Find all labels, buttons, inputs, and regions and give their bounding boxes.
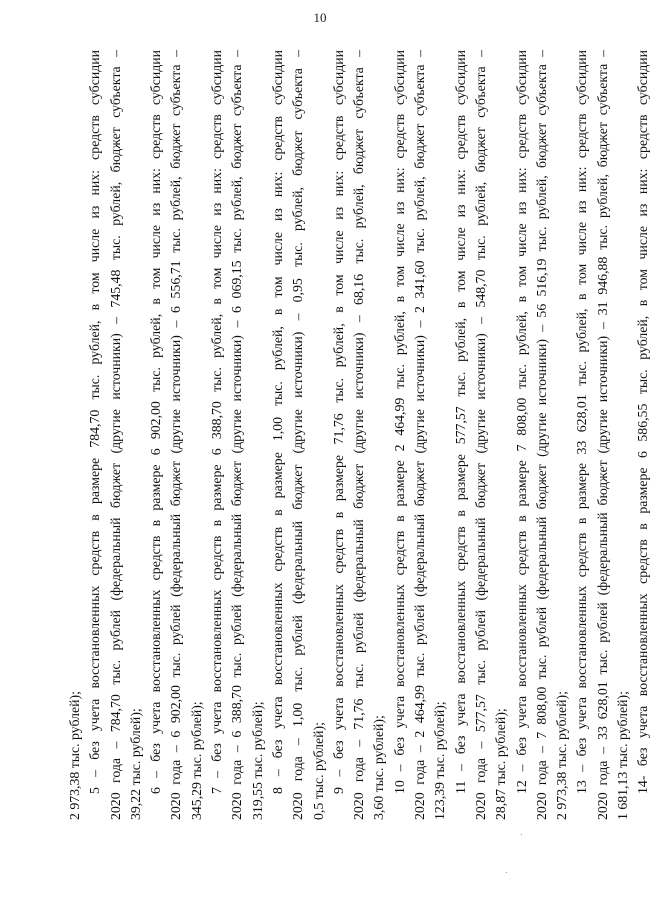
document-body [65, 50, 651, 820]
text-line: 2020 года – 71,76 тыс. рублей (федеральный бюджет (другие источники) – 68,16 тыс. рублей, бюджет субъекта – [351, 50, 367, 820]
text-line: 319,55 тыс. рублей); [249, 701, 265, 820]
text-line: 8 – без учета восстановленных средств в размере 1,00 тыс. рублей, в том числе из них: средств субсидии [269, 50, 285, 794]
scan-speck: · [520, 830, 523, 839]
text-line: 345,29 тыс. рублей); [188, 701, 204, 820]
text-line: 5 – без учета восстановленных средств в размере 784,70 тыс. рублей, в том числе из них: средств субсидии [87, 50, 103, 794]
text-line: 39,22 тыс. рублей); [127, 708, 143, 820]
text-line: 2020 года – 784,70 тыс. рублей (федеральный бюджет (другие источники) – 745,48 тыс. рублей, бюджет субъекта – [107, 50, 123, 820]
text-line: 12 – без учета восстановленных средств в размере 7 808,00 тыс. рублей, в том числе из них: средств субсидии [513, 50, 529, 794]
text-line: 123,39 тыс. рублей); [432, 701, 448, 820]
text-line: 2020 года – 6 388,70 тыс. рублей (федеральный бюджет (другие источники) – 6 069,15 тыс. рублей, бюджет субъекта – [229, 50, 245, 820]
text-line: 2020 года – 33 628,01 тыс. рублей (федеральный бюджет (другие источники) – 31 946,88 тыс. рублей, бюджет субъекта – [594, 50, 610, 820]
text-line: 2020 года – 1,00 тыс. рублей (федеральный бюджет (другие источники) – 0,95 тыс. рублей, бюджет субъекта – [290, 50, 306, 820]
text-line: 2 973,38 тыс. рублей); [67, 691, 82, 820]
text-line: 9 – без учета восстановленных средств в размере 71,76 тыс. рублей, в том числе из них: средств субсидии [330, 50, 346, 794]
text-line: 2020 года – 2 464,99 тыс. рублей (федеральный бюджет (другие источники) – 2 341,60 тыс. рублей, бюджет субъекта – [412, 50, 428, 820]
text-line: 2 973,38 тыс. рублей); [554, 691, 570, 820]
scan-speck: · [505, 868, 508, 877]
text-line: 28,87 тыс. рублей); [493, 708, 509, 820]
text-line: 1 681,13 тыс. рублей); [615, 691, 631, 820]
text-line: 2020 года – 7 808,00 тыс. рублей (федеральный бюджет (другие источники) – 56 516,19 тыс. рублей, бюджет субъекта – [533, 50, 549, 820]
text-line: 6 – без учета восстановленных средств в размере 6 902,00 тыс. рублей, в том числе из них: средств субсидии [148, 50, 164, 794]
text-line: 14- без учета восстановленных средств в размере 6 586,55 тыс. рублей, в том числе из них: средств субсидии [635, 50, 651, 794]
text-line: 13 – без учета восстановленных средств в размере 33 628,01 тыс. рублей, в том числе из них: средств субсидии [574, 50, 590, 794]
text-line: 11 – без учета восстановленных средств в размере 577,57 тыс. рублей, в том числе из них: средств субсидии [452, 50, 468, 794]
text-line: 2020 года – 6 902,00 тыс. рублей (федеральный бюджет (другие источники) – 6 556,71 тыс. рублей, бюджет субъекта – [168, 50, 184, 820]
text-line: 3,60 тыс. рублей); [371, 715, 387, 820]
text-line: 0,5 тыс. рублей); [310, 722, 326, 820]
text-line: 10 – без учета восстановленных средств в размере 2 464,99 тыс. рублей, в том числе из них: средств субсидии [391, 50, 407, 794]
page-number: 10 [313, 10, 327, 25]
text-line: 7 – без учета восстановленных средств в размере 6 388,70 тыс. рублей, в том числе из них: средств субсидии [209, 50, 225, 794]
text-line: 2020 года – 577,57 тыс. рублей (федеральный бюджет (другие источники) – 548,70 тыс. рублей, бюджет субъекта – [472, 50, 488, 820]
